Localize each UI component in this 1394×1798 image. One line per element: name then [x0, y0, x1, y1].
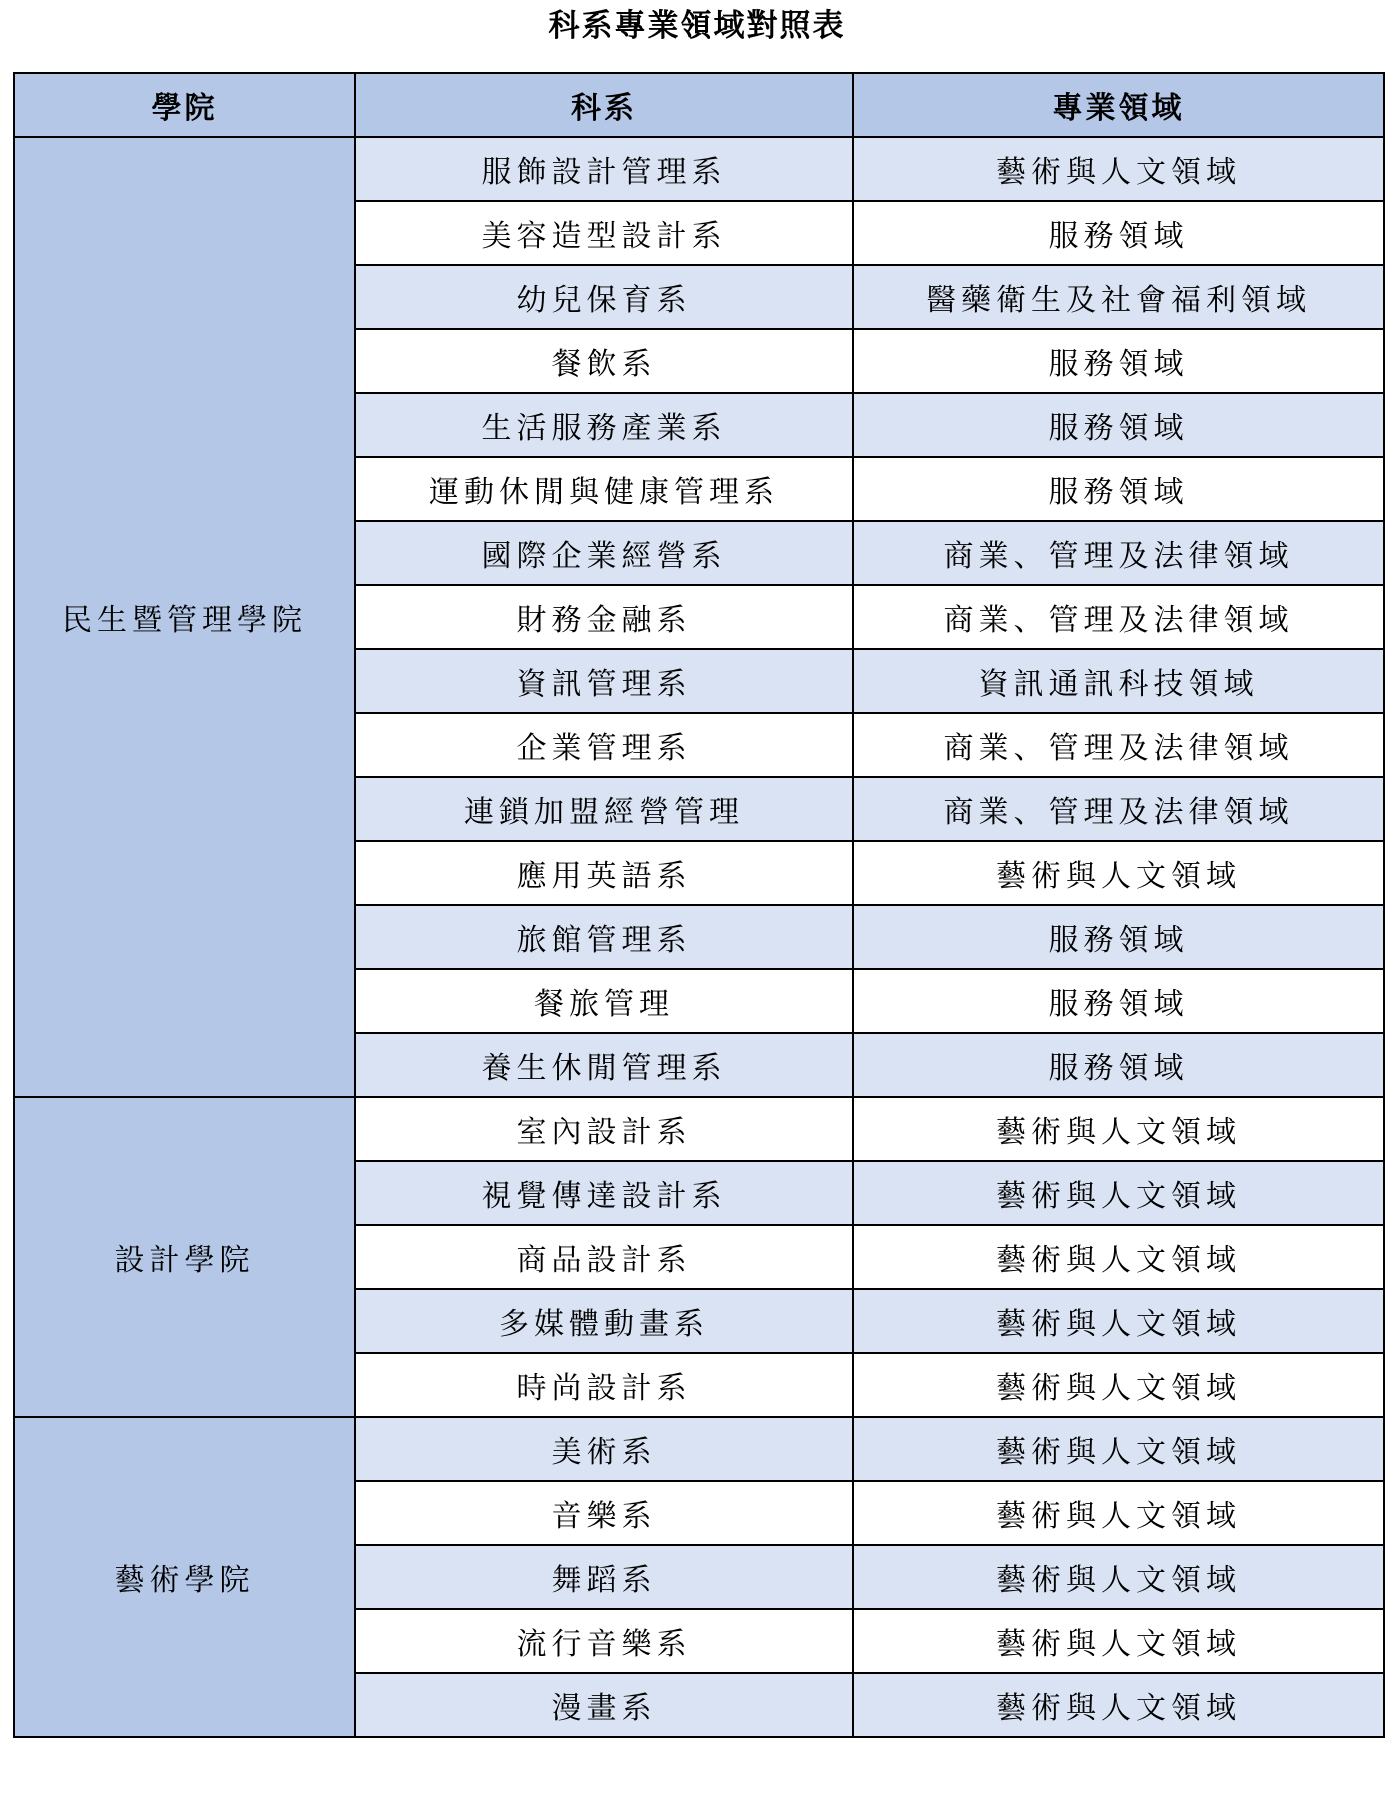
column-header-college: 學院	[14, 73, 355, 137]
table-body	[14, 137, 1384, 1737]
department-cell: 美術系	[355, 1417, 853, 1481]
table-row	[14, 1417, 1384, 1481]
page-title: 科系專業領域對照表	[548, 8, 846, 44]
department-cell: 服飾設計管理系	[355, 137, 853, 201]
department-cell: 幼兒保育系	[355, 265, 853, 329]
field-cell: 服務領域	[853, 201, 1384, 265]
field-cell: 藝術與人文領域	[853, 1353, 1384, 1417]
department-cell: 應用英語系	[355, 841, 853, 905]
department-cell: 生活服務產業系	[355, 393, 853, 457]
field-cell: 藝術與人文領域	[853, 137, 1384, 201]
field-cell: 藝術與人文領域	[853, 1097, 1384, 1161]
department-field-table	[13, 72, 1385, 1738]
department-cell: 旅館管理系	[355, 905, 853, 969]
field-cell: 商業、管理及法律領域	[853, 585, 1384, 649]
field-cell: 服務領域	[853, 457, 1384, 521]
column-header-field: 專業領域	[853, 73, 1384, 137]
department-cell: 企業管理系	[355, 713, 853, 777]
department-cell: 財務金融系	[355, 585, 853, 649]
department-cell: 音樂系	[355, 1481, 853, 1545]
field-cell: 服務領域	[853, 393, 1384, 457]
department-cell: 商品設計系	[355, 1225, 853, 1289]
department-cell: 時尚設計系	[355, 1353, 853, 1417]
college-cell: 民生暨管理學院	[14, 137, 355, 1097]
field-cell: 藝術與人文領域	[853, 1673, 1384, 1737]
department-cell: 多媒體動畫系	[355, 1289, 853, 1353]
department-cell: 室內設計系	[355, 1097, 853, 1161]
field-cell: 藝術與人文領域	[853, 1289, 1384, 1353]
department-cell: 流行音樂系	[355, 1609, 853, 1673]
field-cell: 醫藥衛生及社會福利領域	[853, 265, 1384, 329]
department-cell: 養生休閒管理系	[355, 1033, 853, 1097]
table-header-row	[14, 73, 1384, 137]
department-cell: 舞蹈系	[355, 1545, 853, 1609]
field-cell: 服務領域	[853, 1033, 1384, 1097]
field-cell: 藝術與人文領域	[853, 841, 1384, 905]
department-cell: 餐旅管理	[355, 969, 853, 1033]
field-cell: 資訊通訊科技領域	[853, 649, 1384, 713]
field-cell: 藝術與人文領域	[853, 1609, 1384, 1673]
field-cell: 商業、管理及法律領域	[853, 521, 1384, 585]
field-cell: 商業、管理及法律領域	[853, 713, 1384, 777]
department-cell: 漫畫系	[355, 1673, 853, 1737]
field-cell: 藝術與人文領域	[853, 1161, 1384, 1225]
department-cell: 餐飲系	[355, 329, 853, 393]
field-cell: 商業、管理及法律領域	[853, 777, 1384, 841]
field-cell: 藝術與人文領域	[853, 1545, 1384, 1609]
department-cell: 運動休閒與健康管理系	[355, 457, 853, 521]
table-row	[14, 137, 1384, 201]
college-cell: 設計學院	[14, 1097, 355, 1417]
field-cell: 服務領域	[853, 969, 1384, 1033]
column-header-department: 科系	[355, 73, 853, 137]
table-row	[14, 1097, 1384, 1161]
department-cell: 國際企業經營系	[355, 521, 853, 585]
department-cell: 連鎖加盟經營管理	[355, 777, 853, 841]
field-cell: 藝術與人文領域	[853, 1481, 1384, 1545]
college-cell: 藝術學院	[14, 1417, 355, 1737]
field-cell: 藝術與人文領域	[853, 1417, 1384, 1481]
department-cell: 視覺傳達設計系	[355, 1161, 853, 1225]
field-cell: 服務領域	[853, 905, 1384, 969]
field-cell: 藝術與人文領域	[853, 1225, 1384, 1289]
department-cell: 美容造型設計系	[355, 201, 853, 265]
department-cell: 資訊管理系	[355, 649, 853, 713]
field-cell: 服務領域	[853, 329, 1384, 393]
